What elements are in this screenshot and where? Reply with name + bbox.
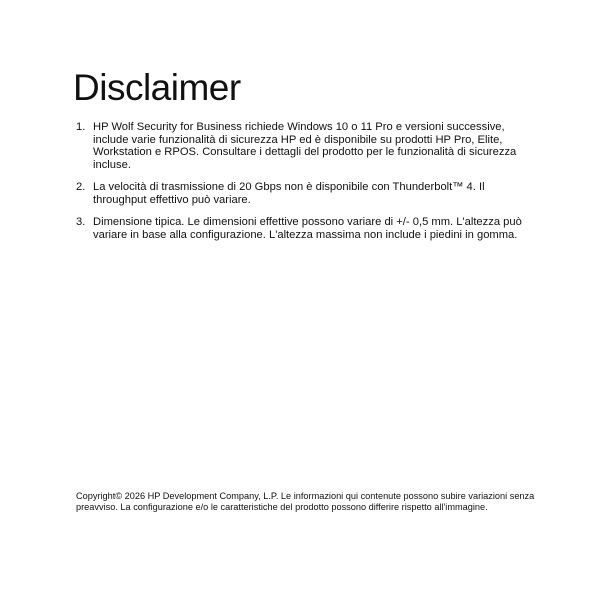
disclaimer-item-2 <box>76 181 536 206</box>
item-number: 3. <box>76 216 86 228</box>
item-number: 2. <box>76 181 86 193</box>
item-text: HP Wolf Security for Business richiede Windows 10 o 11 Pro e versioni successive, include varie funzionalità di sicurezza HP ed è disponibile su prodotti HP Pro, Elite, Workstation e RPOS. Consultare i dettagli del prodotto per le funzionalità di sicurezza incluse. <box>93 121 517 171</box>
disclaimer-item-3 <box>76 216 536 241</box>
item-text: La velocità di trasmissione di 20 Gbps non è disponibile con Thunderbolt™ 4. Il throughput effettivo può variare. <box>93 181 485 206</box>
copyright-notice: Copyright© 2026 HP Development Company, L.P. Le informazioni qui contenute possono subire variazioni senza preavviso. La configurazione e/o le caratteristiche del prodotto possono differire rispetto all'immagine. <box>76 491 535 512</box>
disclaimer-list <box>76 121 536 251</box>
item-number: 1. <box>76 121 86 133</box>
item-text: Dimensione tipica. Le dimensioni effettive possono variare di +/- 0,5 mm. L'altezza può variare in base alla configurazione. L'altezza massima non include i piedini in gomma. <box>93 216 522 241</box>
page-title: Disclaimer <box>73 67 241 108</box>
disclaimer-item-1 <box>76 121 536 171</box>
